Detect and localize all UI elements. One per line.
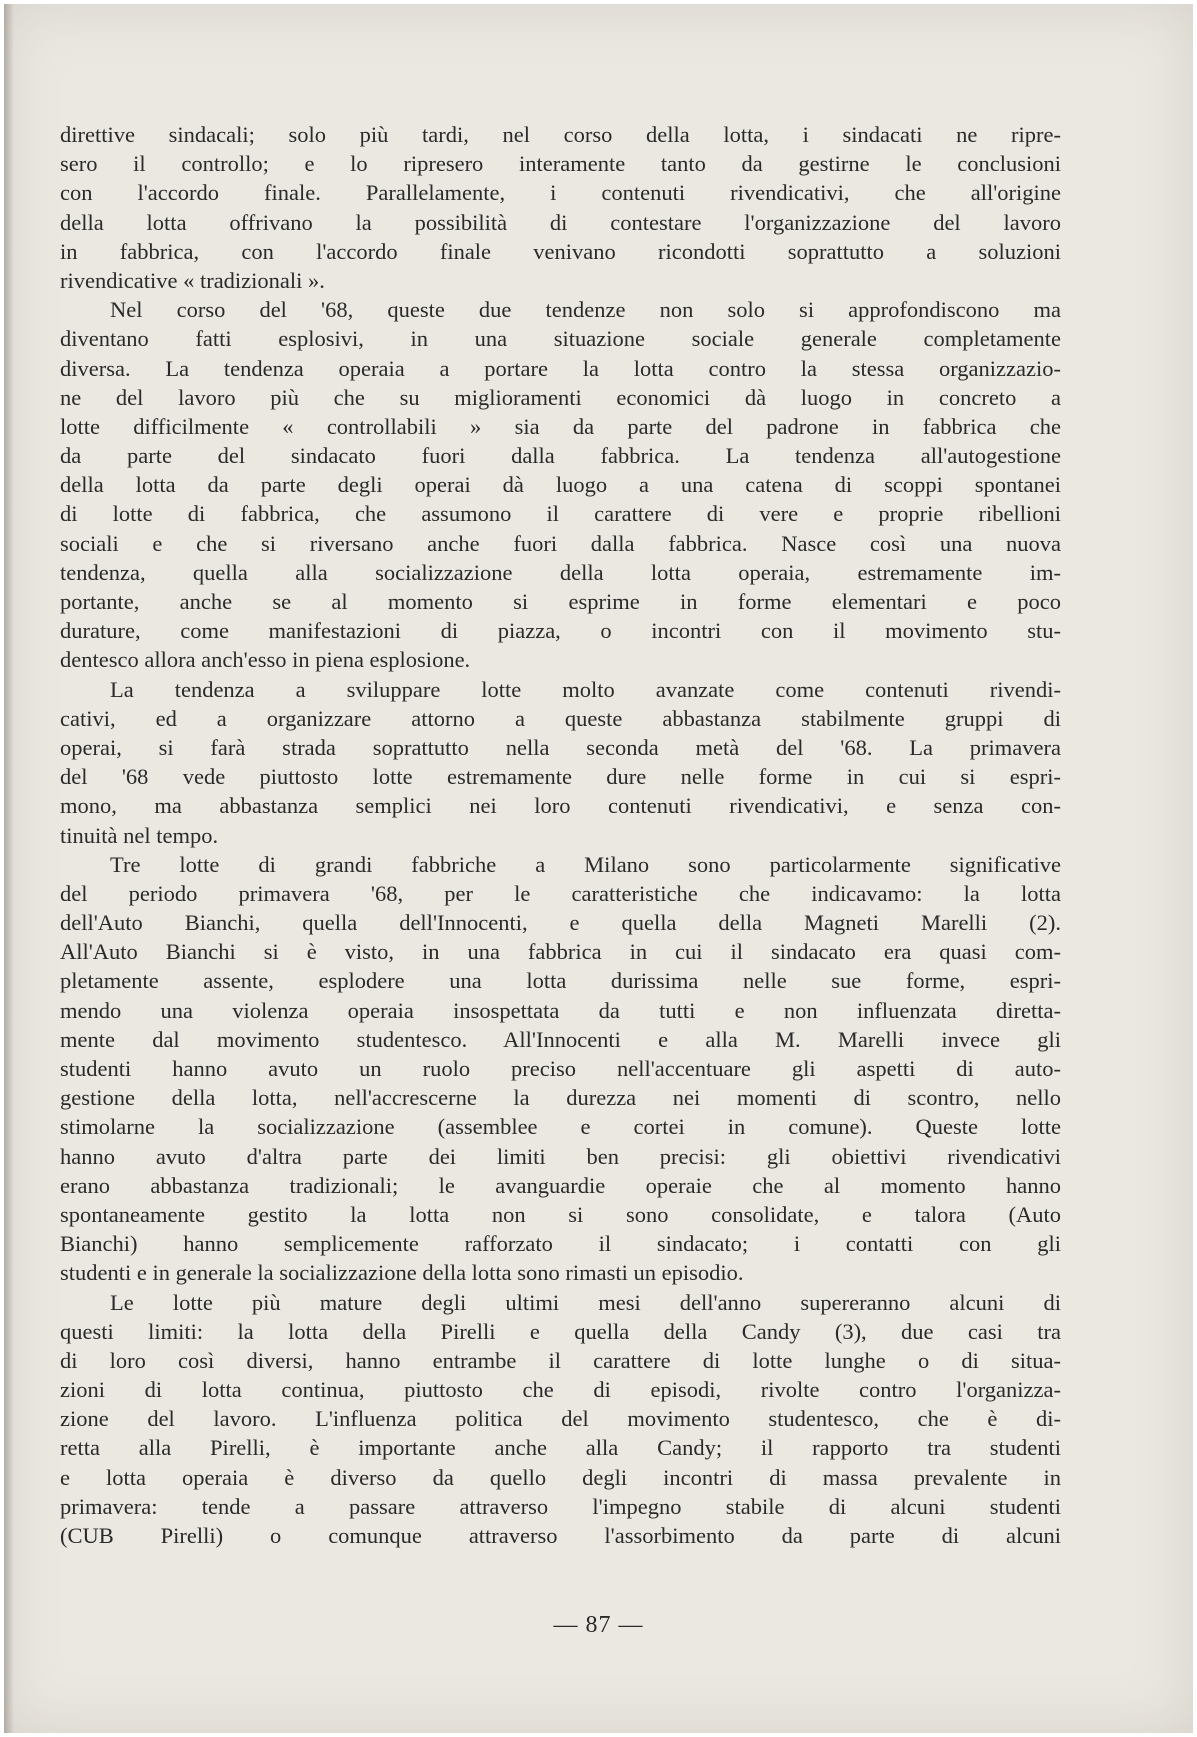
- text-line: della lotta offrivano la possibilità di contestare l'organizzazione del lavoro: [60, 209, 1061, 235]
- text-line: e lotta operaia è diverso da quello degli incontri di massa prevalente in: [60, 1464, 1061, 1490]
- text-line: zione del lavoro. L'influenza politica del movimento studentesco, che è di-: [60, 1406, 1061, 1432]
- text-line: diventano fatti esplosivi, in una situazione sociale generale completamente: [60, 326, 1061, 352]
- text-line: sociali e che si riversano anche fuori dalla fabbrica. Nasce così una nuova: [60, 530, 1061, 556]
- book-page: [4, 4, 1193, 1733]
- text-line: dentesco allora anch'esso in piena esplosione.: [60, 647, 471, 673]
- text-line: di lotte di fabbrica, che assumono il carattere di vere e proprie ribellioni: [60, 501, 1061, 527]
- text-line: mendo una violenza operaia insospettata da tutti e non influenzata diretta-: [60, 997, 1061, 1023]
- text-line: da parte del sindacato fuori dalla fabbrica. La tendenza all'autogestione: [60, 443, 1061, 469]
- text-line: stimolarne la socializzazione (assemblee e cortei in comune). Queste lotte: [60, 1114, 1061, 1140]
- text-line: retta alla Pirelli, è importante anche alla Candy; il rapporto tra studenti: [60, 1435, 1061, 1461]
- body-text: [60, 120, 1061, 1550]
- text-line: ne del lavoro più che su miglioramenti economici dà luogo in concreto a: [60, 384, 1061, 410]
- text-line: spontaneamente gestito la lotta non si sono consolidate, e talora (Auto: [60, 1201, 1061, 1227]
- text-line: cativi, ed a organizzare attorno a queste abbastanza stabilmente gruppi di: [60, 705, 1061, 731]
- text-line: erano abbastanza tradizionali; le avanguardie operaie che al momento hanno: [60, 1172, 1061, 1198]
- text-line: diversa. La tendenza operaia a portare la lotta contro la stessa organizzazio-: [60, 355, 1061, 381]
- text-line: direttive sindacali; solo più tardi, nel corso della lotta, i sindacati ne ripre-: [60, 122, 1061, 147]
- text-line: portante, anche se al momento si esprime in forme elementari e poco: [60, 589, 1061, 614]
- text-line: sero il controllo; e lo ripresero interamente tanto da gestirne le conclusioni: [60, 151, 1061, 177]
- paragraph-first-line: Le lotte più mature degli ultimi mesi dell'anno supereranno alcuni di: [110, 1289, 1061, 1315]
- paragraph-first-line: La tendenza a sviluppare lotte molto avanzate come contenuti rivendi-: [110, 676, 1061, 702]
- paragraph-first-line: Tre lotte di grandi fabbriche a Milano sono particolarmente significative: [110, 851, 1061, 877]
- text-line: rivendicative « tradizionali ».: [60, 267, 325, 293]
- text-line: lotte difficilmente « controllabili » sia da parte del padrone in fabbrica che: [60, 413, 1061, 439]
- text-line: in fabbrica, con l'accordo finale venivano ricondotti soprattutto a soluzioni: [60, 238, 1061, 264]
- text-line: Bianchi) hanno semplicemente rafforzato il sindacato; i contatti con gli: [60, 1231, 1061, 1257]
- text-line: questi limiti: la lotta della Pirelli e quella della Candy (3), due casi tra: [60, 1318, 1061, 1344]
- text-line: dell'Auto Bianchi, quella dell'Innocenti, e quella della Magneti Marelli (2).: [60, 910, 1061, 936]
- text-line: operai, si farà strada soprattutto nella seconda metà del '68. La primavera: [60, 734, 1061, 760]
- text-line: pletamente assente, esplodere una lotta durissima nelle sue forme, espri-: [60, 968, 1061, 994]
- page-binding-shadow: [4, 4, 14, 1733]
- paragraph-first-line: Nel corso del '68, queste due tendenze non solo si approfondiscono ma: [110, 297, 1061, 323]
- text-line: del periodo primavera '68, per le caratteristiche che indicavamo: la lotta: [60, 880, 1061, 906]
- text-line: primavera: tende a passare attraverso l'impegno stabile di alcuni studenti: [60, 1493, 1061, 1519]
- text-line: del '68 vede piuttosto lotte estremamente dure nelle forme in cui si espri-: [60, 764, 1061, 790]
- text-line: durature, come manifestazioni di piazza, o incontri con il movimento stu-: [60, 618, 1061, 644]
- text-line: della lotta da parte degli operai dà luogo a una catena di scoppi spontanei: [60, 472, 1061, 498]
- text-line: tinuità nel tempo.: [60, 822, 219, 848]
- text-line: (CUB Pirelli) o comunque attraverso l'assorbimento da parte di alcuni: [60, 1523, 1061, 1548]
- text-line: mono, ma abbastanza semplici nei loro contenuti rivendicativi, e senza con-: [60, 793, 1061, 819]
- text-line: All'Auto Bianchi si è visto, in una fabbrica in cui il sindacato era quasi com-: [60, 939, 1061, 965]
- text-line: studenti e in generale la socializzazione della lotta sono rimasti un episodio.: [60, 1260, 744, 1286]
- text-line: mente dal movimento studentesco. All'Innocenti e alla M. Marelli invece gli: [60, 1026, 1061, 1052]
- text-line: tendenza, quella alla socializzazione della lotta operaia, estremamente im-: [60, 559, 1061, 585]
- text-line: zioni di lotta continua, piuttosto che di episodi, rivolte contro l'organizza-: [60, 1377, 1061, 1403]
- text-line: hanno avuto d'altra parte dei limiti ben precisi: gli obiettivi rivendicativi: [60, 1143, 1061, 1169]
- text-line: studenti hanno avuto un ruolo preciso nell'accentuare gli aspetti di auto-: [60, 1056, 1061, 1081]
- page-number: — 87 —: [553, 1612, 644, 1638]
- text-line: con l'accordo finale. Parallelamente, i contenuti rivendicativi, che all'origine: [60, 180, 1061, 206]
- text-line: di loro così diversi, hanno entrambe il carattere di lotte lunghe o di situa-: [60, 1347, 1061, 1373]
- text-line: gestione della lotta, nell'accrescerne la durezza nei momenti di scontro, nello: [60, 1085, 1061, 1111]
